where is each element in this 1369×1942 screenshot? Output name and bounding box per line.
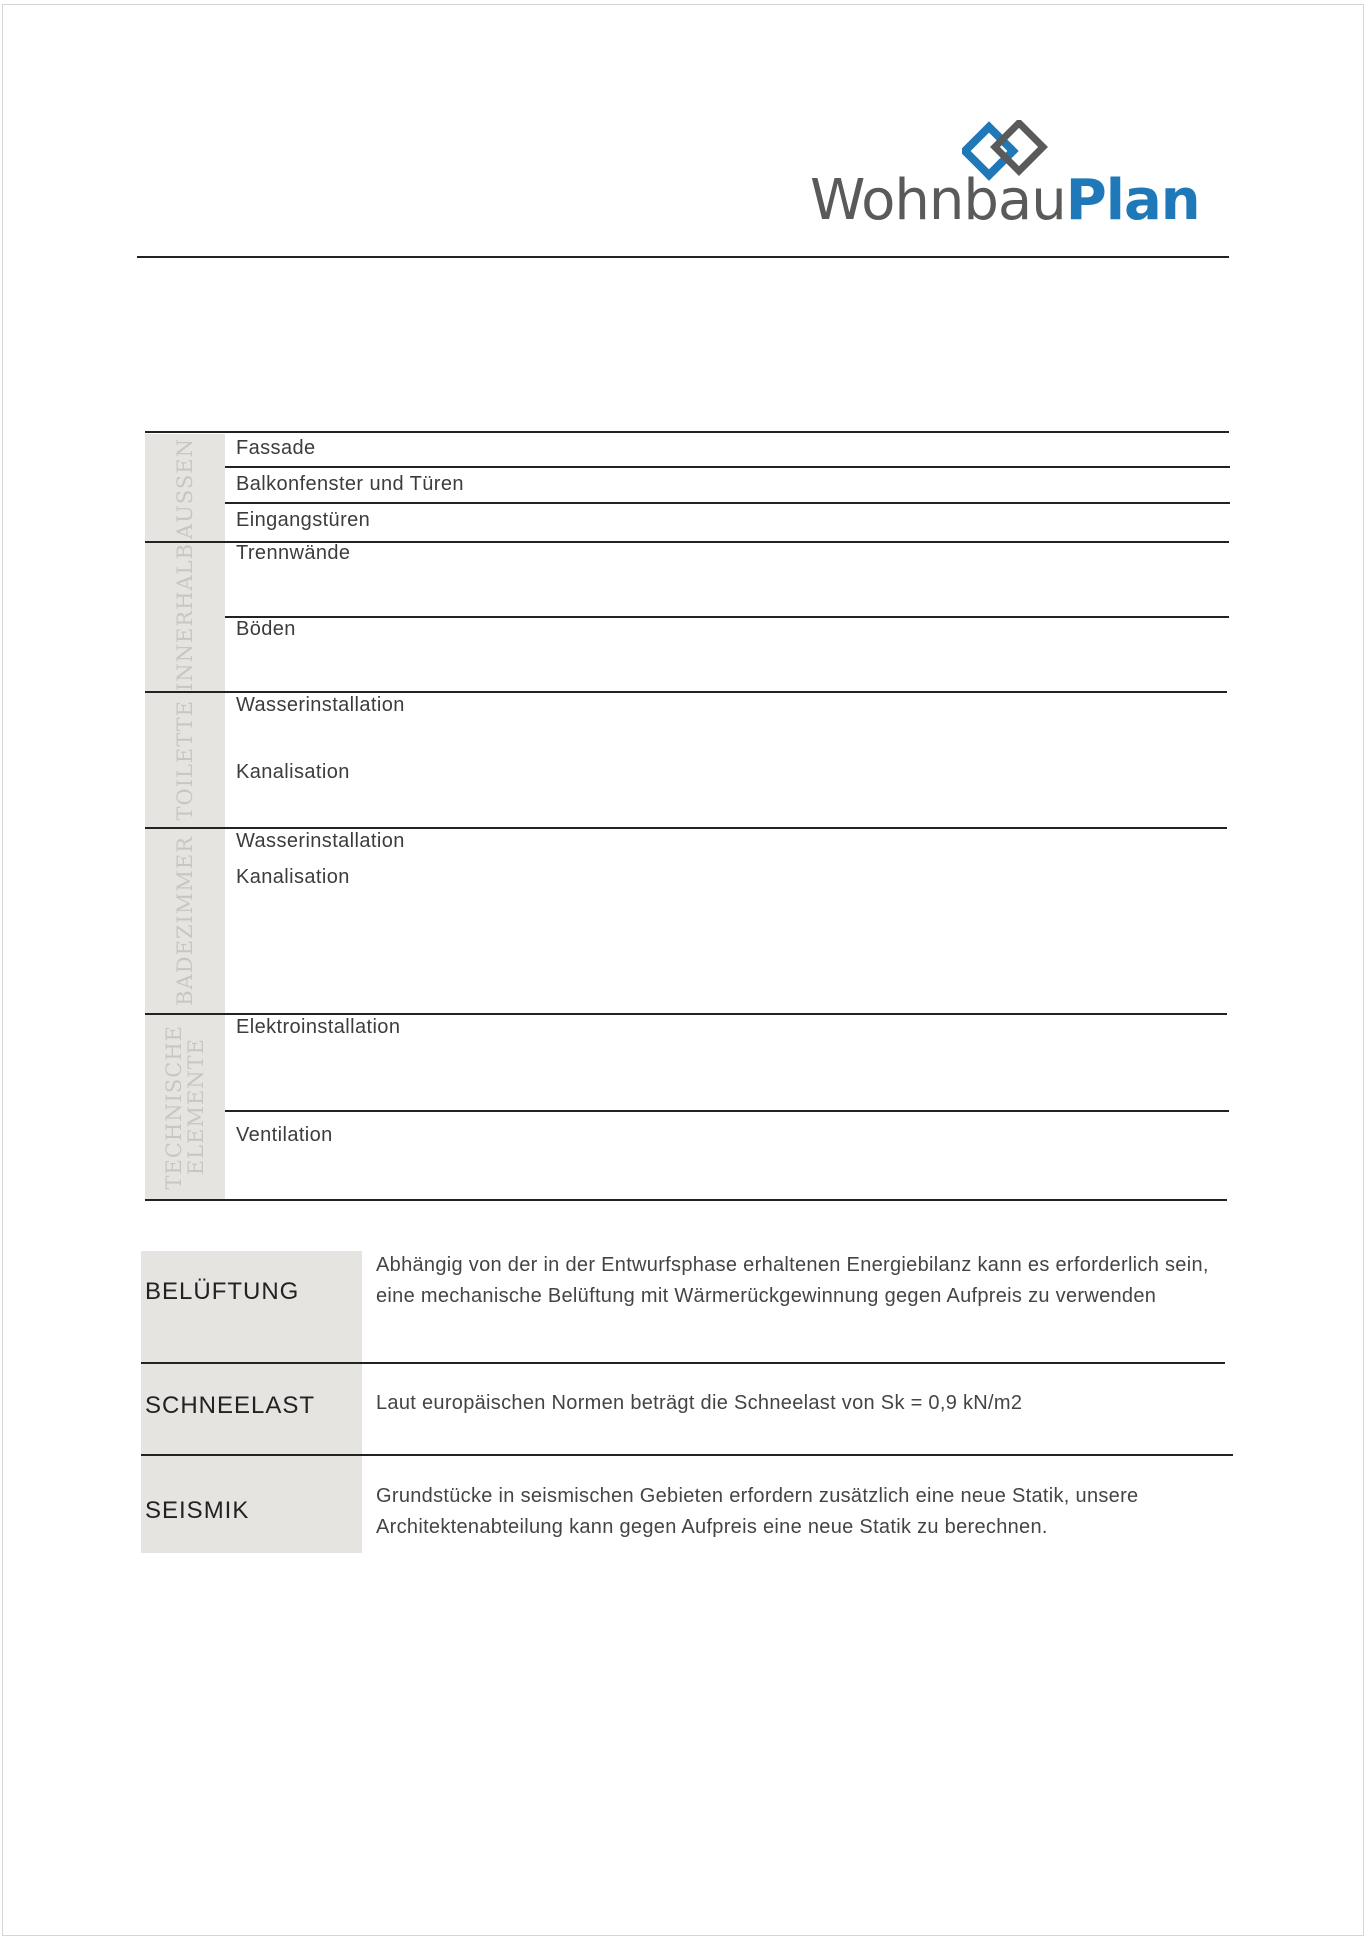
info-label-schneelast: SCHNEELAST [145,1392,316,1419]
section-label-aussen [145,434,225,542]
info-text-schneelast: Laut europäischen Normen beträgt die Schneelast von Sk = 0,9 kN/m2 [376,1392,1023,1414]
list-item: Böden [236,618,296,640]
row-rule [225,616,1229,618]
list-item: Kanalisation [236,761,350,783]
list-item: Trennwände [236,542,351,564]
row-rule [225,1110,1229,1112]
section-rule [145,1199,1227,1201]
section-label-text: TOILETTE [173,699,197,821]
row-rule [225,466,1230,468]
list-item: Elektroinstallation [236,1016,401,1038]
info-label-seismik: SEISMIK [145,1497,250,1524]
info-label-belueftung: BELÜFTUNG [145,1278,300,1305]
section-label-line-2: ELEMENTE [184,1038,208,1176]
row-rule [225,502,1230,504]
section-label-technische-elemente [145,1014,225,1200]
info-label-cell [141,1251,362,1362]
list-item: Kanalisation [236,866,350,888]
section-label-innerhalb [145,542,225,692]
logo-wordmark [810,168,1200,233]
list-item: Wasserinstallation [236,694,405,716]
section-rule [145,1013,1227,1015]
info-text-belueftung: Abhängig von der in der Entwurfsphase erhaltenen Energiebilanz kann es erforderlich sein, eine mechanische Belüftung mit Wärmerückgewinnung gegen Aufpreis zu verwenden [376,1254,1209,1307]
list-item: Eingangstüren [236,509,371,531]
section-label-toilette [145,692,225,828]
section-rule [145,431,1229,433]
list-item: Ventilation [236,1124,333,1146]
header-rule [137,256,1229,258]
info-rule [141,1454,1233,1456]
section-label-text: BADEZIMMER [173,836,197,1006]
list-item: Fassade [236,437,316,459]
list-item: Wasserinstallation [236,830,405,852]
list-item: Balkonfenster und Türen [236,473,464,495]
section-label-line-1: TECHNISCHE [162,1024,186,1190]
section-label-text: AUSSEN [173,437,197,539]
section-rule [145,691,1227,693]
section-label-text: INNERHALB [173,542,197,692]
company-logo [810,120,1210,233]
section-rule [145,827,1227,829]
section-label-badezimmer [145,828,225,1014]
info-rule [141,1362,1225,1364]
logo-word-bold: Plan [1065,168,1200,233]
logo-word-regular: Wohnbau [810,168,1066,233]
info-text-seismik: Grundstücke in seismischen Gebieten erfordern zusätzlich eine neue Statik, unsere Architektenabteilung kann gegen Aufpreis eine neue Statik zu berechnen. [376,1485,1139,1538]
